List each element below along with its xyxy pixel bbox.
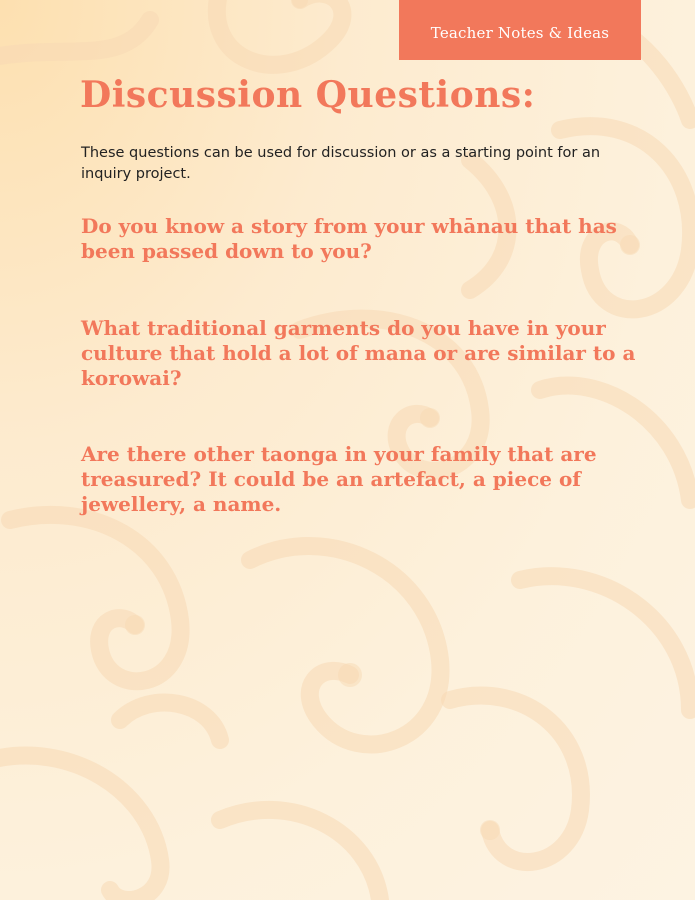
intro-paragraph: These questions can be used for discussion or as a starting point for an inquiry project. [81, 145, 601, 182]
discussion-question-2: What traditional garments do you have in your culture that hold a lot of mana or are similar to a korowai? [81, 316, 636, 390]
discussion-question-3: Are there other taonga in your family that are treasured? It could be an artefact, a piece of jewellery, a name. [81, 442, 597, 516]
discussion-question-1: Do you know a story from your whānau that has been passed down to you? [81, 214, 617, 263]
page-title: Discussion Questions: [80, 74, 536, 116]
teacher-notes-tab: Teacher Notes & Ideas [399, 0, 641, 60]
